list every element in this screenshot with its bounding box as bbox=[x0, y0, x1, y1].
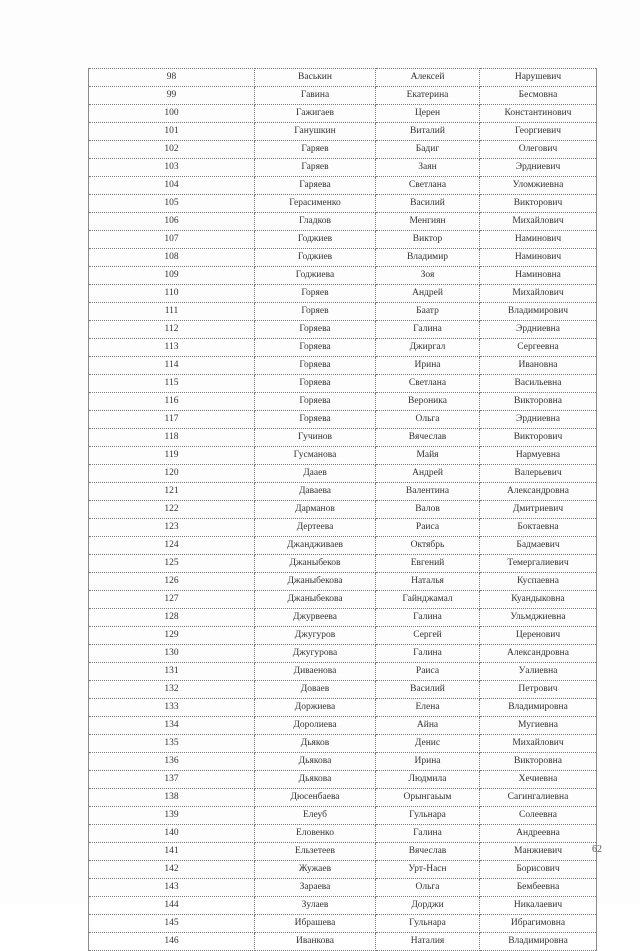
first-name-cell: Вячеслав bbox=[376, 843, 480, 861]
last-name-cell: Ибрашева bbox=[255, 915, 376, 933]
first-name-cell: Сергей bbox=[376, 627, 480, 645]
table-row bbox=[89, 411, 597, 429]
patronymic-cell: Эрдниевна bbox=[480, 321, 597, 339]
row-number-cell: 134 bbox=[89, 717, 255, 735]
last-name-cell: Дьякова bbox=[255, 771, 376, 789]
first-name-cell: Елена bbox=[376, 699, 480, 717]
row-number-cell: 127 bbox=[89, 591, 255, 609]
patronymic-cell: Борисович bbox=[480, 861, 597, 879]
patronymic-cell: Нарушевич bbox=[480, 69, 597, 87]
row-number-cell: 128 bbox=[89, 609, 255, 627]
row-number-cell: 138 bbox=[89, 789, 255, 807]
first-name-cell: Вячеслав bbox=[376, 429, 480, 447]
patronymic-cell: Наминовна bbox=[480, 267, 597, 285]
patronymic-cell: Бесмовна bbox=[480, 87, 597, 105]
last-name-cell: Горяев bbox=[255, 303, 376, 321]
first-name-cell: Гульнара bbox=[376, 807, 480, 825]
table-row bbox=[89, 519, 597, 537]
last-name-cell: Горяева bbox=[255, 411, 376, 429]
last-name-cell: Доржиева bbox=[255, 699, 376, 717]
first-name-cell: Бадиг bbox=[376, 141, 480, 159]
first-name-cell: Раиса bbox=[376, 663, 480, 681]
patronymic-cell: Ульмджиевна bbox=[480, 609, 597, 627]
patronymic-cell: Нармуевна bbox=[480, 447, 597, 465]
last-name-cell: Ельзетеев bbox=[255, 843, 376, 861]
row-number-cell: 144 bbox=[89, 897, 255, 915]
table-row bbox=[89, 861, 597, 879]
last-name-cell: Джандживаев bbox=[255, 537, 376, 555]
last-name-cell: Джаныбекова bbox=[255, 573, 376, 591]
row-number-cell: 101 bbox=[89, 123, 255, 141]
last-name-cell: Даваева bbox=[255, 483, 376, 501]
row-number-cell: 105 bbox=[89, 195, 255, 213]
table-row bbox=[89, 393, 597, 411]
row-number-cell: 136 bbox=[89, 753, 255, 771]
row-number-cell: 135 bbox=[89, 735, 255, 753]
row-number-cell: 112 bbox=[89, 321, 255, 339]
table-row bbox=[89, 789, 597, 807]
first-name-cell: Андрей bbox=[376, 465, 480, 483]
patronymic-cell: Никалаевич bbox=[480, 897, 597, 915]
first-name-cell: Андрей bbox=[376, 285, 480, 303]
patronymic-cell: Бембеевна bbox=[480, 879, 597, 897]
patronymic-cell: Солеевна bbox=[480, 807, 597, 825]
patronymic-cell: Наминович bbox=[480, 249, 597, 267]
patronymic-cell: Валерьевич bbox=[480, 465, 597, 483]
first-name-cell: Денис bbox=[376, 735, 480, 753]
last-name-cell: Васькин bbox=[255, 69, 376, 87]
table-row bbox=[89, 771, 597, 789]
first-name-cell: Галина bbox=[376, 645, 480, 663]
patronymic-cell: Владимирович bbox=[480, 303, 597, 321]
patronymic-cell: Викторович bbox=[480, 429, 597, 447]
table-row bbox=[89, 195, 597, 213]
row-number-cell: 122 bbox=[89, 501, 255, 519]
first-name-cell: Василий bbox=[376, 681, 480, 699]
patronymic-cell: Петрович bbox=[480, 681, 597, 699]
patronymic-cell: Церенович bbox=[480, 627, 597, 645]
row-number-cell: 110 bbox=[89, 285, 255, 303]
first-name-cell: Ирина bbox=[376, 753, 480, 771]
table-row bbox=[89, 735, 597, 753]
patronymic-cell: Сагингалиевна bbox=[480, 789, 597, 807]
patronymic-cell: Боктаевна bbox=[480, 519, 597, 537]
row-number-cell: 141 bbox=[89, 843, 255, 861]
last-name-cell: Елеуб bbox=[255, 807, 376, 825]
row-number-cell: 104 bbox=[89, 177, 255, 195]
table-row bbox=[89, 177, 597, 195]
last-name-cell: Диваенова bbox=[255, 663, 376, 681]
table-row bbox=[89, 879, 597, 897]
last-name-cell: Дарманов bbox=[255, 501, 376, 519]
first-name-cell: Екатерина bbox=[376, 87, 480, 105]
first-name-cell: Вероника bbox=[376, 393, 480, 411]
patronymic-cell: Александровна bbox=[480, 645, 597, 663]
table-row bbox=[89, 69, 597, 87]
table-row bbox=[89, 915, 597, 933]
patronymic-cell: Владимировна bbox=[480, 699, 597, 717]
table-row bbox=[89, 807, 597, 825]
patronymic-cell: Ибрагимовна bbox=[480, 915, 597, 933]
first-name-cell: Ольга bbox=[376, 879, 480, 897]
row-number-cell: 99 bbox=[89, 87, 255, 105]
table-row bbox=[89, 105, 597, 123]
first-name-cell: Наталья bbox=[376, 573, 480, 591]
table-row bbox=[89, 627, 597, 645]
last-name-cell: Еловенко bbox=[255, 825, 376, 843]
patronymic-cell: Александровна bbox=[480, 483, 597, 501]
row-number-cell: 121 bbox=[89, 483, 255, 501]
first-name-cell: Джиргал bbox=[376, 339, 480, 357]
row-number-cell: 119 bbox=[89, 447, 255, 465]
first-name-cell: Октябрь bbox=[376, 537, 480, 555]
table-row bbox=[89, 87, 597, 105]
first-name-cell: Светлана bbox=[376, 177, 480, 195]
first-name-cell: Людмила bbox=[376, 771, 480, 789]
first-name-cell: Зоя bbox=[376, 267, 480, 285]
patronymic-cell: Хечиевна bbox=[480, 771, 597, 789]
table-row bbox=[89, 339, 597, 357]
names-table-body bbox=[89, 69, 597, 951]
patronymic-cell: Куспаевна bbox=[480, 573, 597, 591]
row-number-cell: 98 bbox=[89, 69, 255, 87]
row-number-cell: 118 bbox=[89, 429, 255, 447]
table-row bbox=[89, 753, 597, 771]
first-name-cell: Ирина bbox=[376, 357, 480, 375]
table-row bbox=[89, 303, 597, 321]
first-name-cell: Галина bbox=[376, 825, 480, 843]
row-number-cell: 130 bbox=[89, 645, 255, 663]
row-number-cell: 116 bbox=[89, 393, 255, 411]
row-number-cell: 108 bbox=[89, 249, 255, 267]
patronymic-cell: Мугиевна bbox=[480, 717, 597, 735]
row-number-cell: 126 bbox=[89, 573, 255, 591]
patronymic-cell: Наминович bbox=[480, 231, 597, 249]
table-row bbox=[89, 645, 597, 663]
table-row bbox=[89, 321, 597, 339]
last-name-cell: Гладков bbox=[255, 213, 376, 231]
patronymic-cell: Михайлович bbox=[480, 285, 597, 303]
row-number-cell: 123 bbox=[89, 519, 255, 537]
table-row bbox=[89, 249, 597, 267]
table-row bbox=[89, 537, 597, 555]
page-number: 62 bbox=[592, 844, 602, 855]
row-number-cell: 124 bbox=[89, 537, 255, 555]
last-name-cell: Дюсенбаева bbox=[255, 789, 376, 807]
first-name-cell: Галина bbox=[376, 609, 480, 627]
patronymic-cell: Куандыковна bbox=[480, 591, 597, 609]
row-number-cell: 132 bbox=[89, 681, 255, 699]
patronymic-cell: Викторович bbox=[480, 195, 597, 213]
row-number-cell: 120 bbox=[89, 465, 255, 483]
last-name-cell: Гаряева bbox=[255, 177, 376, 195]
patronymic-cell: Ивановна bbox=[480, 357, 597, 375]
row-number-cell: 146 bbox=[89, 933, 255, 951]
row-number-cell: 115 bbox=[89, 375, 255, 393]
first-name-cell: Менгиян bbox=[376, 213, 480, 231]
first-name-cell: Алексей bbox=[376, 69, 480, 87]
first-name-cell: Орынгаьым bbox=[376, 789, 480, 807]
last-name-cell: Жужаев bbox=[255, 861, 376, 879]
row-number-cell: 137 bbox=[89, 771, 255, 789]
table-row bbox=[89, 375, 597, 393]
table-row bbox=[89, 933, 597, 951]
table-row bbox=[89, 231, 597, 249]
last-name-cell: Горяева bbox=[255, 339, 376, 357]
patronymic-cell: Уломжиевна bbox=[480, 177, 597, 195]
table-row bbox=[89, 501, 597, 519]
last-name-cell: Горяева bbox=[255, 321, 376, 339]
table-row bbox=[89, 141, 597, 159]
row-number-cell: 129 bbox=[89, 627, 255, 645]
patronymic-cell: Манжиевич bbox=[480, 843, 597, 861]
last-name-cell: Гажигаев bbox=[255, 105, 376, 123]
table-row bbox=[89, 429, 597, 447]
last-name-cell: Дьякова bbox=[255, 753, 376, 771]
last-name-cell: Горяева bbox=[255, 357, 376, 375]
row-number-cell: 117 bbox=[89, 411, 255, 429]
table-row bbox=[89, 573, 597, 591]
first-name-cell: Церен bbox=[376, 105, 480, 123]
first-name-cell: Гайнджамал bbox=[376, 591, 480, 609]
last-name-cell: Годжиева bbox=[255, 267, 376, 285]
row-number-cell: 139 bbox=[89, 807, 255, 825]
first-name-cell: Урт-Насн bbox=[376, 861, 480, 879]
patronymic-cell: Константинович bbox=[480, 105, 597, 123]
table-row bbox=[89, 591, 597, 609]
last-name-cell: Гавина bbox=[255, 87, 376, 105]
first-name-cell: Евгений bbox=[376, 555, 480, 573]
row-number-cell: 103 bbox=[89, 159, 255, 177]
last-name-cell: Иванкова bbox=[255, 933, 376, 951]
table-row bbox=[89, 825, 597, 843]
table-row bbox=[89, 285, 597, 303]
row-number-cell: 140 bbox=[89, 825, 255, 843]
patronymic-cell: Георгиевич bbox=[480, 123, 597, 141]
table-row bbox=[89, 213, 597, 231]
patronymic-cell: Васильевна bbox=[480, 375, 597, 393]
table-row bbox=[89, 123, 597, 141]
row-number-cell: 142 bbox=[89, 861, 255, 879]
table-row bbox=[89, 555, 597, 573]
first-name-cell: Ольга bbox=[376, 411, 480, 429]
last-name-cell: Гаряев bbox=[255, 159, 376, 177]
last-name-cell: Дааев bbox=[255, 465, 376, 483]
first-name-cell: Виталий bbox=[376, 123, 480, 141]
row-number-cell: 145 bbox=[89, 915, 255, 933]
patronymic-cell: Андреевна bbox=[480, 825, 597, 843]
row-number-cell: 133 bbox=[89, 699, 255, 717]
row-number-cell: 131 bbox=[89, 663, 255, 681]
patronymic-cell: Викторовна bbox=[480, 393, 597, 411]
names-table bbox=[88, 68, 597, 951]
last-name-cell: Джурвеева bbox=[255, 609, 376, 627]
last-name-cell: Годжиев bbox=[255, 249, 376, 267]
row-number-cell: 113 bbox=[89, 339, 255, 357]
last-name-cell: Годжиев bbox=[255, 231, 376, 249]
patronymic-cell: Михайлович bbox=[480, 735, 597, 753]
patronymic-cell: Михайлович bbox=[480, 213, 597, 231]
last-name-cell: Горяев bbox=[255, 285, 376, 303]
patronymic-cell: Олегович bbox=[480, 141, 597, 159]
last-name-cell: Джугурова bbox=[255, 645, 376, 663]
patronymic-cell: Темергалиевич bbox=[480, 555, 597, 573]
row-number-cell: 102 bbox=[89, 141, 255, 159]
row-number-cell: 111 bbox=[89, 303, 255, 321]
first-name-cell: Галина bbox=[376, 321, 480, 339]
patronymic-cell: Викторовна bbox=[480, 753, 597, 771]
last-name-cell: Герасименко bbox=[255, 195, 376, 213]
row-number-cell: 109 bbox=[89, 267, 255, 285]
table-row bbox=[89, 159, 597, 177]
first-name-cell: Светлана bbox=[376, 375, 480, 393]
last-name-cell: Горяева bbox=[255, 375, 376, 393]
last-name-cell: Джаныбекова bbox=[255, 591, 376, 609]
table-row bbox=[89, 447, 597, 465]
patronymic-cell: Дмитриевич bbox=[480, 501, 597, 519]
table-row bbox=[89, 483, 597, 501]
table-row bbox=[89, 609, 597, 627]
last-name-cell: Гучинов bbox=[255, 429, 376, 447]
first-name-cell: Валентина bbox=[376, 483, 480, 501]
patronymic-cell: Эрдниевич bbox=[480, 159, 597, 177]
first-name-cell: Майя bbox=[376, 447, 480, 465]
first-name-cell: Дорджи bbox=[376, 897, 480, 915]
table-row bbox=[89, 267, 597, 285]
last-name-cell: Доролиева bbox=[255, 717, 376, 735]
table-row bbox=[89, 843, 597, 861]
first-name-cell: Раиса bbox=[376, 519, 480, 537]
last-name-cell: Гусманова bbox=[255, 447, 376, 465]
last-name-cell: Джаныбеков bbox=[255, 555, 376, 573]
table-row bbox=[89, 465, 597, 483]
row-number-cell: 106 bbox=[89, 213, 255, 231]
row-number-cell: 143 bbox=[89, 879, 255, 897]
first-name-cell: Василий bbox=[376, 195, 480, 213]
row-number-cell: 100 bbox=[89, 105, 255, 123]
last-name-cell: Гаряев bbox=[255, 141, 376, 159]
last-name-cell: Дертеева bbox=[255, 519, 376, 537]
last-name-cell: Доваев bbox=[255, 681, 376, 699]
first-name-cell: Гульнара bbox=[376, 915, 480, 933]
last-name-cell: Джугуров bbox=[255, 627, 376, 645]
table-row bbox=[89, 357, 597, 375]
last-name-cell: Зулаев bbox=[255, 897, 376, 915]
patronymic-cell: Эрдниевна bbox=[480, 411, 597, 429]
row-number-cell: 125 bbox=[89, 555, 255, 573]
patronymic-cell: Сергеевна bbox=[480, 339, 597, 357]
first-name-cell: Заян bbox=[376, 159, 480, 177]
last-name-cell: Дьяков bbox=[255, 735, 376, 753]
table-row bbox=[89, 681, 597, 699]
last-name-cell: Ганушкин bbox=[255, 123, 376, 141]
patronymic-cell: Бадмаевич bbox=[480, 537, 597, 555]
first-name-cell: Валов bbox=[376, 501, 480, 519]
first-name-cell: Баатр bbox=[376, 303, 480, 321]
first-name-cell: Наталия bbox=[376, 933, 480, 951]
patronymic-cell: Владимировна bbox=[480, 933, 597, 951]
first-name-cell: Владимир bbox=[376, 249, 480, 267]
row-number-cell: 107 bbox=[89, 231, 255, 249]
table-row bbox=[89, 717, 597, 735]
table-row bbox=[89, 699, 597, 717]
table-row bbox=[89, 663, 597, 681]
last-name-cell: Горяева bbox=[255, 393, 376, 411]
last-name-cell: Зараева bbox=[255, 879, 376, 897]
row-number-cell: 114 bbox=[89, 357, 255, 375]
first-name-cell: Айна bbox=[376, 717, 480, 735]
table-row bbox=[89, 897, 597, 915]
patronymic-cell: Уалиевна bbox=[480, 663, 597, 681]
first-name-cell: Виктор bbox=[376, 231, 480, 249]
